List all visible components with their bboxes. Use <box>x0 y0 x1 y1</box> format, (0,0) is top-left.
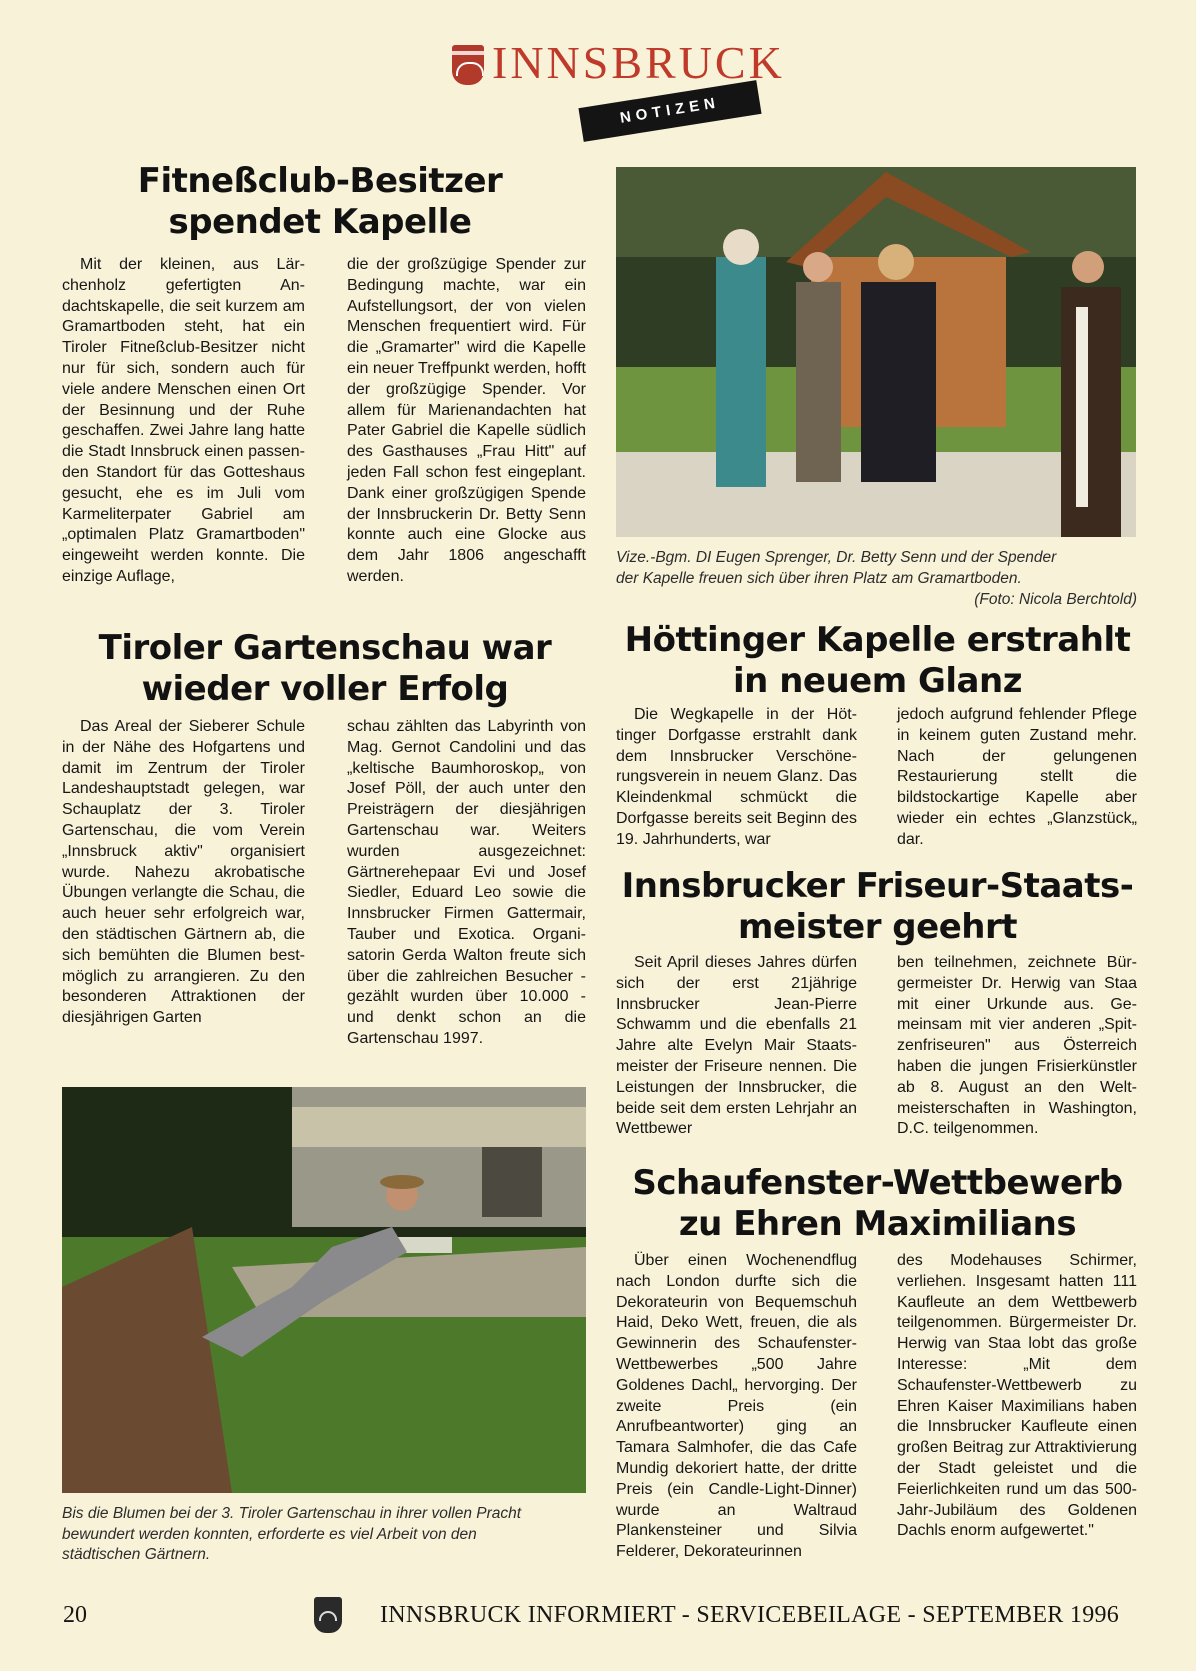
article-friseur <box>610 866 1145 948</box>
chapel-ceremony-photo <box>616 167 1136 537</box>
article-friseur-headline: Innsbrucker Friseur-Staats- meister geehrt <box>621 866 1134 947</box>
article-fitnessclub <box>60 161 580 243</box>
article-gartenschau <box>60 628 590 710</box>
footer-crest-icon <box>314 1597 342 1633</box>
article-schaufenster-headline: Schaufenster-Wettbewerb zu Ehren Maximilians <box>632 1163 1123 1244</box>
article-schaufenster-col1: Über einen Wochenendflug nach London durfte sich die Dekorateurin von Bequemschuh Haid, Deko Wett, freuen, die als Gewinnerin des Schaufenster-Wettbewerbes „500 Jahre Goldenes Dachl„ hervorging. Der zweite Preis (ein Anrufbeantworter) ging an Tamara Salmhofer, die das Cafe Mundig dekoriert hatte, der dritte Preis (ein Candle-Light-Dinner) wurde an Waltraud Plankensteiner und Silvia Felderer, Dekorateurinnen <box>616 1252 857 1561</box>
article-hoettinger-kapelle <box>610 620 1145 702</box>
footer-publication: INNSBRUCK INFORMIERT - SERVICEBEILAGE - SEPTEMBER 1996 <box>380 1602 1120 1628</box>
chapel-photo-credit: (Foto: Nicola Berchtold) <box>974 591 1137 608</box>
article-friseur-col1: Seit April dieses Jahres dürfen sich der erst 21jährige Innsbrucker Jean-Pierre Schwamm und die ebenfalls 21 Jahre alte Evelyn Mair Staatsmeister der Friseure nennen. Die Leistungen der Innsbrucker, die beide seit dem ersten Lehrjahr an Wettbewer <box>616 954 857 1138</box>
article-hoettinger-kapelle-headline: Höttinger Kapelle erstrahlt in neuem Glanz <box>624 620 1131 701</box>
article-fitnessclub-headline: Fitneßclub-Besitzer spendet Kapelle <box>137 161 503 242</box>
article-gartenschau-col2: schau zählten das Labyrinth von Mag. Gernot Candolini und das „keltische Baumhoroskop„ von Josef Pöll, der auch unter den Preisträgern der diesjährigen Gartenschau war. Weiters wurden ausgezeichnet: Gärtnerehepaar Evi und Josef Siedler, Eduard Leo sowie die Innsbrucker Firmen Gattermair, Tauber und Exotica. Organisatorin Gerda Walton freute sich über die zahlreichen Besucher - gezählt wurden über 10.000 - und denkt schon an die Gartenschau 1997. <box>347 718 586 1047</box>
masthead-tag: NOTIZEN <box>578 80 761 142</box>
gardener-photo-illustration <box>62 1087 586 1493</box>
article-gartenschau-col1: Das Areal der Sieberer Schule in der Nähe des Hofgartens und damit im Zentrum der Tiroler Landeshauptstadt gelegen, war Schauplatz der 3. Tiroler Gartenschau, die vom Verein „Innsbruck aktiv" organisiert wurde. Nahezu akrobatische Übungen verlangte die Schau, die auch heuer sehr erfolgreich war, den städtischen Gärtnern ab, die sich bemühten die Blumen bestmöglich zu arrangieren. Zu den besonderen Attraktionen der diesjährigen Garten <box>62 718 305 1027</box>
article-friseur-col2: ben teilnehmen, zeichnete Bürgermeister Dr. Herwig van Staa mit einer Urkunde aus. Gemeinsam mit vier anderen „Spitzenfriseuren" aus Österreich haben die jungen Frisierkünstler ab 8. August an den Weltmeisterschaften in Washington, D.C. teilgenommen. <box>897 954 1137 1138</box>
article-schaufenster <box>610 1163 1145 1245</box>
page-number: 20 <box>63 1602 87 1628</box>
article-fitnessclub-col1: Mit der kleinen, aus Lärchenholz gefertigten Andachtskapelle, die seit kurzem am Gramartboden steht, hat ein Tiroler Fitneßclub-Besitzer nicht nur für sich, sondern auch für viele andere Menschen einen Ort der Besinnung und der Ruhe geschaffen. Zwei Jahre lang hatte die Stadt Innsbruck einen passenden Standort für das Gotteshaus gesucht, ehe es im Juli vom Karmeliterpater Gabriel am „optimalen Platz Gramartboden" eingeweiht werden konnte. Die einzige Auflage, <box>62 256 305 585</box>
article-hoettinger-kapelle-col2: jedoch aufgrund fehlender Pflege in keinem guten Zustand mehr. Nach der gelungenen Restaurierung stellt die bildstockartige Kapelle aber wieder ein echtes „Glanzstück„ dar. <box>897 706 1137 848</box>
article-gartenschau-headline: Tiroler Gartenschau war wieder voller Erfolg <box>98 628 552 709</box>
article-schaufenster-col2: des Modehauses Schirmer, verliehen. Insgesamt hatten 111 Kaufleute an dem Wettbewerb teilgenommen. Bürgermeister Dr. Herwig van Staa lobt das große Interesse: „Mit dem Schaufenster-Wettbewerb zu Ehren Kaiser Maximilians haben die Innsbrucker Kaufleute einen großen Beitrag zur Attraktivierung der Stadt geleistet und die Feierlichkeiten rund um das 500-Jahr-Jubiläum des Goldenen Dachls enorm aufgewertet." <box>897 1252 1137 1540</box>
gardener-photo <box>62 1087 586 1493</box>
chapel-photo-caption: Vize.-Bgm. DI Eugen Sprenger, Dr. Betty Senn und der Spender der Kapelle freuen sich über ihren Platz am Gramartboden. <box>616 549 1057 587</box>
masthead-brand: INNSBRUCK <box>492 37 785 88</box>
innsbruck-crest-icon <box>452 45 484 85</box>
gardener-photo-caption: Bis die Blumen bei der 3. Tiroler Gartenschau in ihrer vollen Pracht bewundert werden konnten, erforderte es viel Arbeit von den städtischen Gärtnern. <box>62 1505 522 1563</box>
masthead <box>440 37 785 130</box>
article-hoettinger-kapelle-col1: Die Wegkapelle in der Höttinger Dorfgasse erstrahlt dank dem Innsbrucker Verschönerungsverein in neuem Glanz. Das Kleindenkmal schmückt die Dorfgasse bereits seit Beginn des 19. Jahrhunderts, war <box>616 706 857 848</box>
article-fitnessclub-col2: die der großzügige Spender zur Bedingung machte, war ein Aufstellungsort, der von vielen Menschen frequentiert wird. Für die „Gramarter" wird die Kapelle ein neuer Treffpunkt werden, hofft der großzügige Spender. Vor allem für Marienandachten hat Pater Gabriel die Kapelle südlich des Gasthauses „Frau Hitt" auf jeden Fall schon fest eingeplant. Dank einer großzügigen Spende der Innsbruckerin Dr. Betty Senn konnte auch eine Glocke aus dem Jahr 1806 angeschafft werden. <box>347 256 586 585</box>
chapel-photo-illustration <box>616 167 1136 537</box>
